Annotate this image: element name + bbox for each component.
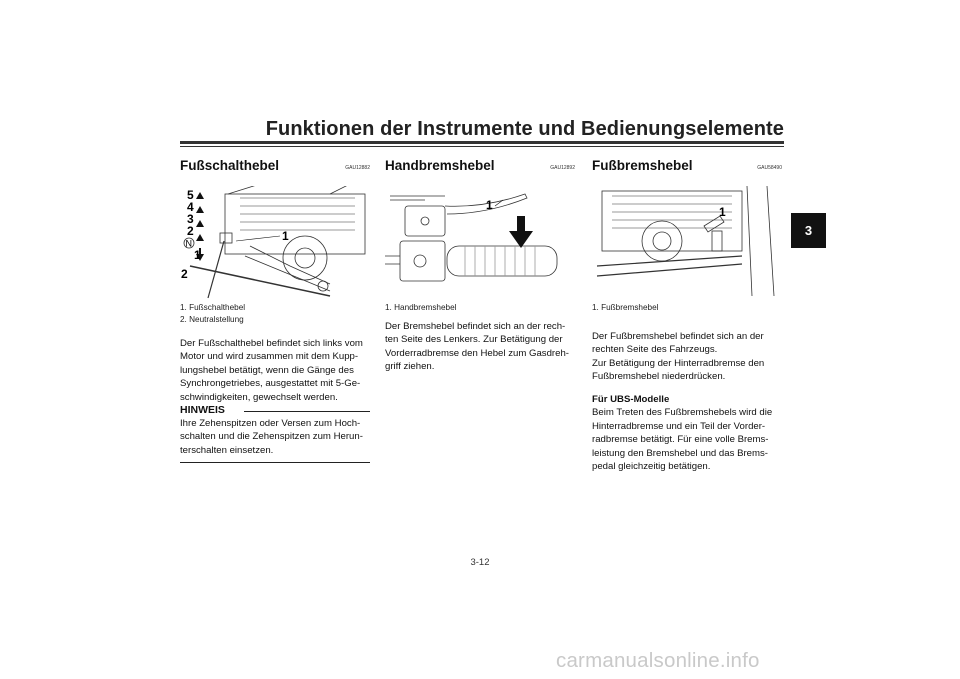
note-text: [180, 417, 370, 457]
subheading: Für UBS-Modelle: [592, 394, 670, 405]
body-line: Motor und wird zusammen mit dem Kupp-: [180, 351, 359, 363]
note-bottom-rule: [180, 462, 370, 463]
note-line: schalten und die Zehenspitzen zum Herun-: [180, 431, 363, 443]
section-heading: Handbremshebel: [385, 158, 495, 173]
figure-captions: [385, 302, 456, 314]
body-line: Vorderradbremse den Hebel zum Gasdreh-: [385, 347, 569, 359]
page-number: 3-12: [470, 557, 490, 568]
chapter-tab[interactable]: 3: [791, 213, 826, 248]
body-line: Hinterradbremse und ein Teil der Vorder-: [592, 420, 766, 432]
callout-1: 1: [486, 198, 493, 212]
gear-label-2: 2: [187, 224, 194, 238]
figure-captions: [180, 302, 245, 325]
section-heading: Fußschalthebel: [180, 158, 280, 173]
note-box: [180, 404, 370, 463]
header-rule: [180, 141, 784, 144]
body-line: lungshebel betätigt, wenn die Gänge des: [180, 364, 354, 376]
body-line: Der Bremshebel befindet sich an der rech-: [385, 321, 566, 332]
ubs-section: [592, 393, 772, 473]
body-text: [592, 330, 764, 384]
body-line: radbremse betätigt. Für eine volle Brems-: [592, 434, 769, 446]
body-line: Der Fußschalthebel befindet sich links vom: [180, 338, 363, 349]
section-heading: Fußbremshebel: [592, 158, 693, 173]
caption-line: 2. Neutralstellung: [180, 314, 244, 324]
body-line: rechten Seite des Fahrzeugs.: [592, 344, 718, 356]
body-line: Der Fußbremshebel befindet sich an der: [592, 331, 764, 342]
hand-brake-illustration: [385, 186, 575, 301]
callout-1: 1: [282, 229, 289, 243]
callout-2: 2: [181, 267, 188, 281]
caption-line: 1. Fußbremshebel: [592, 303, 659, 312]
body-line: Synchrongetriebes, ausgestattet mit 5-Ge-: [180, 378, 361, 390]
gear-label-4: 4: [187, 200, 194, 214]
body-line: leistung den Bremshebel und das Brems-: [592, 447, 768, 459]
section-code: GAU12882: [345, 165, 370, 171]
body-line: Beim Treten des Fußbremshebels wird die: [592, 407, 773, 419]
caption-line: 1. Handbremshebel: [385, 303, 457, 312]
body-line: Fußbremshebel niederdrücken.: [592, 371, 726, 383]
note-rule: [244, 411, 370, 412]
body-line: Zur Betätigung der Hinterradbremse den: [592, 357, 765, 369]
page-title: Funktionen der Instrumente und Bedienungselemente: [265, 118, 784, 140]
note-title: HINWEIS: [180, 404, 225, 416]
callout-1: 1: [719, 205, 726, 219]
foot-brake-illustration: [592, 186, 782, 301]
gear-label-1: 1: [194, 248, 201, 262]
watermark[interactable]: carmanualsonline.info: [556, 649, 760, 672]
shift-pedal-illustration: [180, 186, 370, 301]
note-line: terschalten einsetzen.: [180, 444, 274, 456]
body-line: griff ziehen.: [385, 361, 435, 373]
section-code: GAU58490: [757, 165, 782, 171]
figure-captions: [592, 302, 658, 314]
header-rule-thin: [180, 146, 784, 147]
body-line: ten Seite des Lenkers. Zur Betätigung der: [385, 334, 563, 346]
section-code: GAU12892: [550, 165, 575, 171]
gear-label-3: 3: [187, 212, 194, 226]
caption-line: 1. Fußschalthebel: [180, 303, 246, 312]
body-text: [385, 320, 569, 374]
body-line: pedal gleichzeitig betätigen.: [592, 461, 711, 473]
note-line: Ihre Zehenspitzen oder Versen zum Hoch-: [180, 418, 361, 429]
gear-label-n: N: [185, 238, 192, 249]
body-text: [180, 337, 363, 404]
gear-label-5: 5: [187, 188, 194, 202]
body-line: schwindigkeiten, gewechselt werden.: [180, 391, 338, 403]
